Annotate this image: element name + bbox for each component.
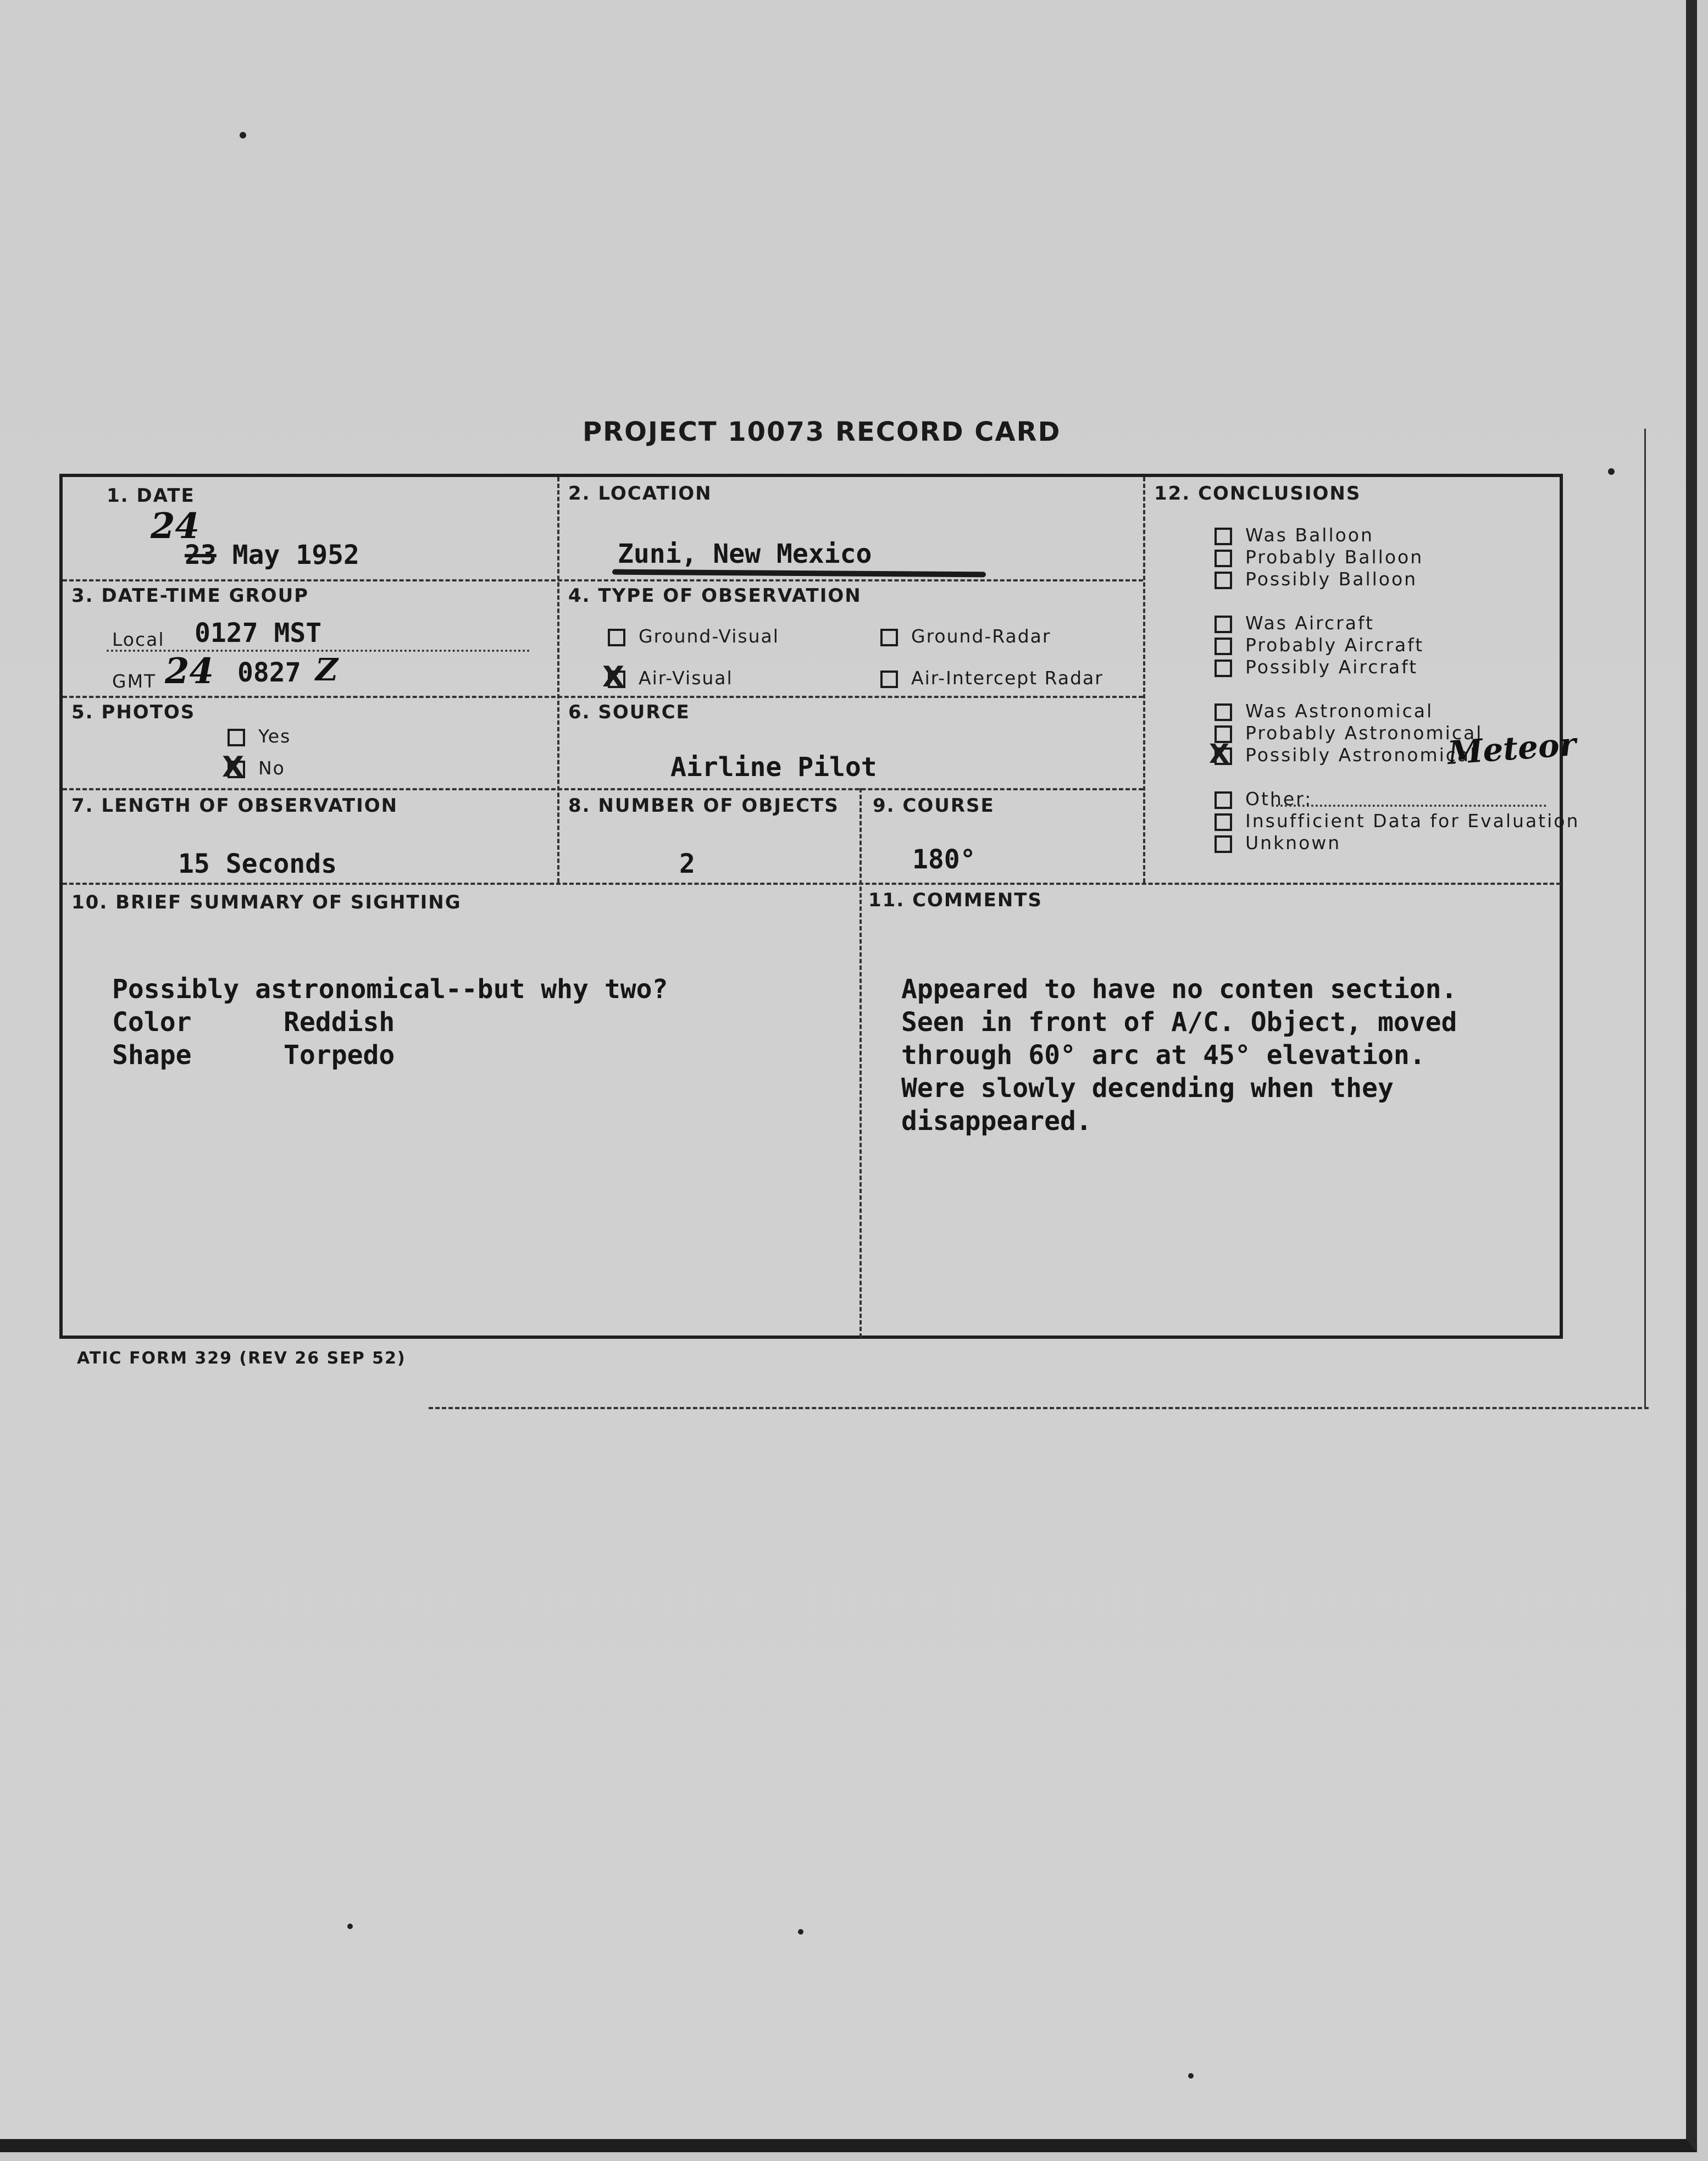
comment-line: Appeared to have no conten section. [901,974,1457,1005]
option-ground-radar[interactable]: Ground-Radar [880,625,1051,647]
card-edge [1644,429,1646,1407]
comments-text [901,974,1457,1139]
location-value: Zuni, New Mexico [618,539,872,569]
divider [63,696,1143,698]
card-edge [429,1407,1649,1409]
checkbox[interactable] [1215,638,1232,655]
conclusion-probably-balloon[interactable]: Probably Balloon [1215,546,1423,568]
checkbox[interactable] [1215,550,1232,567]
option-air-visual[interactable]: X Air-Visual [602,660,733,694]
conclusion-probably-astronomical[interactable]: Probably Astronomical [1215,722,1483,744]
summary-color: Color Reddish [112,1007,395,1038]
checkbox[interactable] [1215,616,1232,633]
divider [63,883,1561,885]
objects-value: 2 [679,849,695,879]
divider [63,788,1143,790]
other-underline [1272,805,1546,807]
comment-line: through 60° arc at 45° elevation. [901,1040,1426,1071]
gmt-handwritten-day: 24 [165,651,214,692]
underline-mark [612,569,986,578]
local-label: Local [112,629,165,650]
date-label: 1. DATE [107,485,195,507]
date-value: May 1952 [232,540,359,570]
photos-no[interactable]: X No [222,750,285,784]
speck [1608,468,1615,475]
checkbox[interactable] [1215,528,1232,545]
checkbox[interactable] [1215,791,1232,809]
speck [347,1924,353,1929]
gmt-suffix: Z [315,652,338,688]
x-mark-icon: X [222,750,246,784]
conclusion-unknown[interactable]: Unknown [1215,832,1341,854]
handwritten-meteor-note: Meteor [1446,725,1578,772]
checkbox[interactable] [228,729,245,746]
checkbox[interactable] [1215,703,1232,721]
conclusion-was-aircraft[interactable]: Was Aircraft [1215,612,1374,634]
x-mark-icon: X [602,660,626,694]
divider [557,477,559,883]
record-card [59,474,1580,1339]
length-label: 7. LENGTH OF OBSERVATION [71,795,398,817]
photos-yes[interactable]: Yes [228,725,291,747]
checkbox-checked[interactable] [1209,738,1232,769]
conclusion-was-astronomical[interactable]: Was Astronomical [1215,700,1433,722]
speck [798,1929,803,1935]
conclusion-possibly-astronomical[interactable]: X Possibly Astronomical [1209,738,1477,769]
gmt-value: 0827 [237,657,301,688]
source-value: Airline Pilot [670,752,877,783]
checkbox-checked[interactable] [602,660,626,694]
speck [1188,2073,1194,2079]
checkbox-checked[interactable] [222,750,246,784]
conclusion-possibly-aircraft[interactable]: Possibly Aircraft [1215,656,1418,678]
comment-line: Were slowly decending when they [901,1073,1394,1104]
divider [1143,477,1145,883]
length-value: 15 Seconds [178,849,337,879]
option-ground-visual[interactable]: Ground-Visual [608,625,779,647]
checkbox[interactable] [880,671,898,688]
checkbox[interactable] [1215,813,1232,831]
comment-line: Seen in front of A/C. Object, moved [901,1007,1457,1038]
x-mark-icon: X [1209,738,1232,769]
source-label: 6. SOURCE [568,701,690,723]
conclusions-label: 12. CONCLUSIONS [1154,483,1361,505]
divider [63,579,1143,581]
summary-text [112,974,668,1073]
speck [240,132,246,138]
date-handwritten-day: 24 [151,506,200,547]
divider [859,788,862,1338]
conclusion-was-balloon[interactable]: Was Balloon [1215,524,1374,546]
option-air-intercept-radar[interactable]: Air-Intercept Radar [880,667,1103,689]
checkbox[interactable] [1215,572,1232,589]
summary-label: 10. BRIEF SUMMARY OF SIGHTING [71,891,462,913]
checkbox[interactable] [608,629,625,646]
type-of-observation-label: 4. TYPE OF OBSERVATION [568,585,862,607]
comments-label: 11. COMMENTS [868,889,1042,911]
form-id: ATIC FORM 329 (REV 26 SEP 52) [77,1349,406,1368]
summary-shape: Shape Torpedo [112,1040,395,1071]
card-title: PROJECT 10073 RECORD CARD [583,417,1061,447]
checkbox[interactable] [880,629,898,646]
conclusion-insufficient-data[interactable]: Insufficient Data for Evaluation [1215,810,1579,832]
course-value: 180° [912,844,976,875]
checkbox[interactable] [1215,660,1232,677]
course-label: 9. COURSE [873,795,995,817]
gmt-label: GMT [112,671,157,692]
local-value: 0127 MST [195,618,322,649]
conclusion-other[interactable]: Other: [1215,788,1312,810]
conclusion-probably-aircraft[interactable]: Probably Aircraft [1215,634,1424,656]
comment-line: disappeared. [901,1106,1092,1137]
location-label: 2. LOCATION [568,483,712,505]
objects-label: 8. NUMBER OF OBJECTS [568,795,839,817]
photos-label: 5. PHOTOS [71,701,196,723]
conclusion-possibly-balloon[interactable]: Possibly Balloon [1215,568,1417,590]
checkbox[interactable] [1215,835,1232,853]
date-struck-day: 23 [185,540,217,570]
date-time-group-label: 3. DATE-TIME GROUP [71,585,309,607]
summary-line: Possibly astronomical--but why two? [112,974,668,1005]
